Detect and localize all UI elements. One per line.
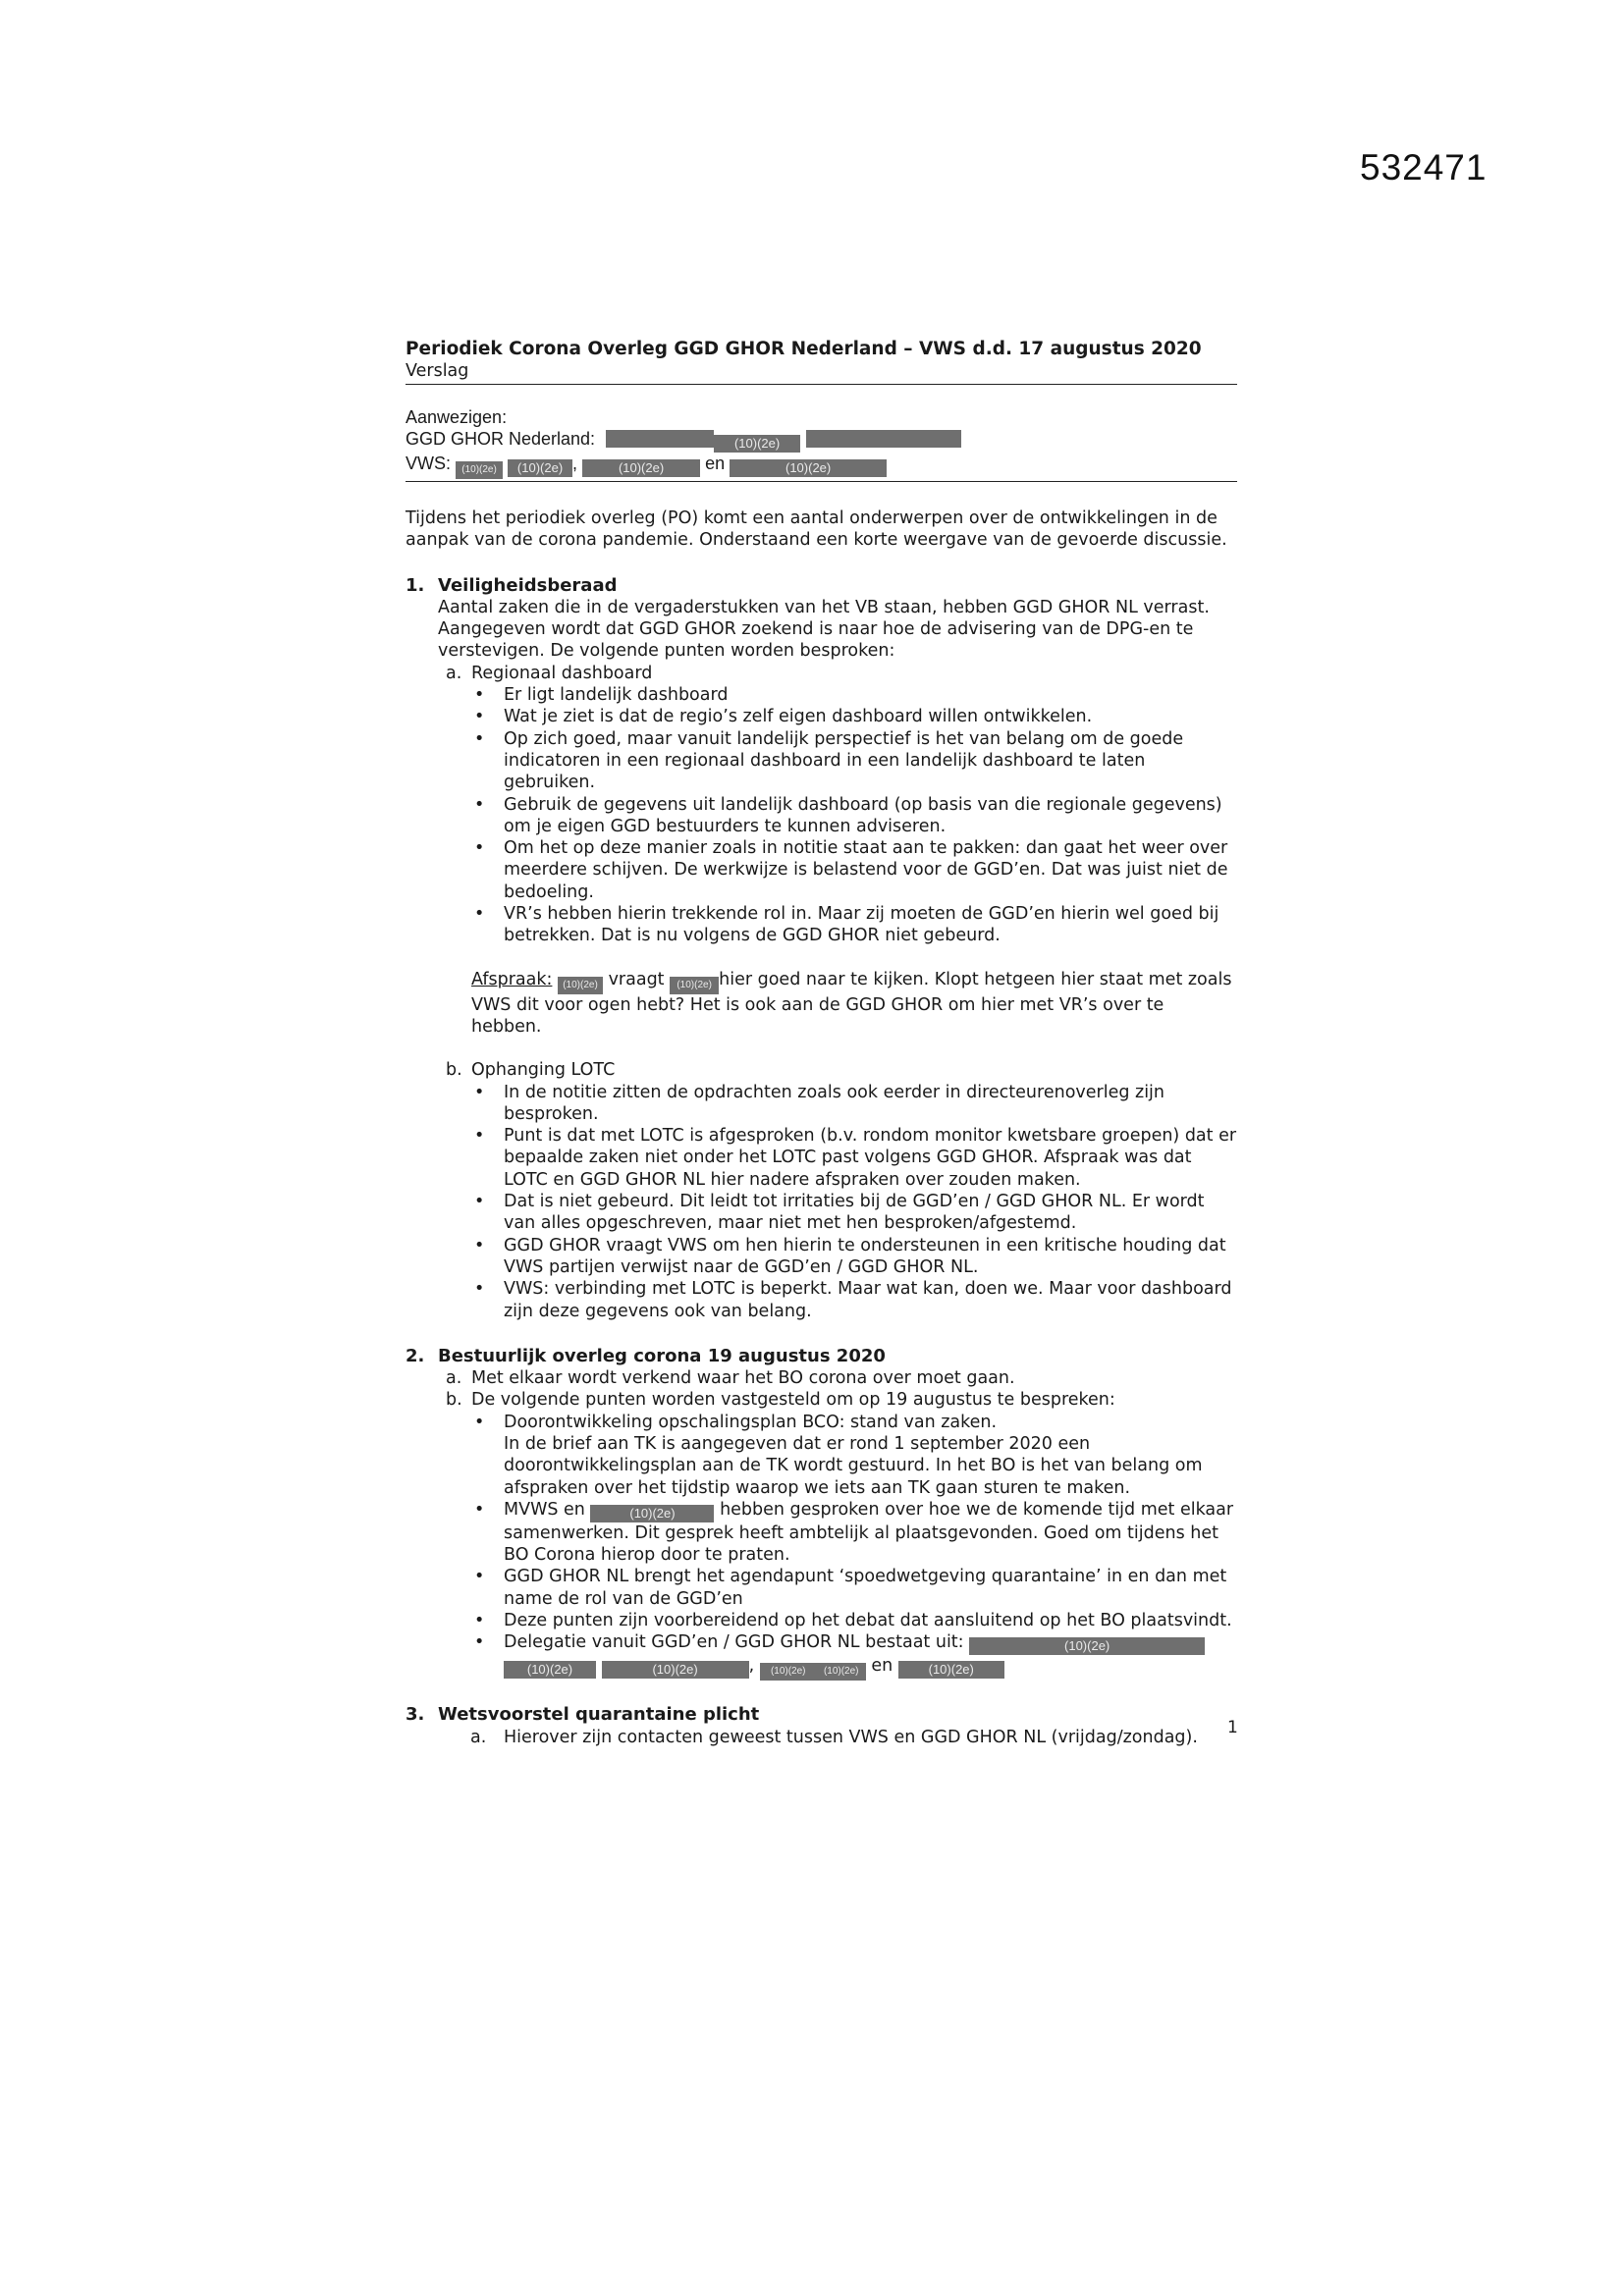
- list-item: • VR’s hebben hierin trekkende rol in. Maar zij moeten de GGD’en hierin wel goed bij betrekken. Dat is nu volgens de GGD GHOR niet gebeurd.: [474, 904, 1219, 946]
- attendees-heading: Aanwezigen:: [406, 407, 508, 427]
- bullet-list-lotc: [406, 1082, 1237, 1322]
- subitem-label: Regionaal dashboard: [471, 663, 653, 683]
- subitem-a: [438, 663, 1237, 684]
- section-1-text: Aantal zaken die in de vergaderstukken van het VB staan, hebben GGD GHOR NL verrast. Aangegeven wordt dat GGD GHOR zoekend is naar hoe de advisering van de DPG-en te verstevigen. De volgende punten worden besproken:: [438, 597, 1210, 662]
- subitem-text: De volgende punten worden vastgesteld om op 19 augustus te bespreken:: [471, 1390, 1115, 1411]
- afspraak-text: hier goed naar te kijken. Klopt hetgeen hier staat met zoals VWS dit voor ogen hebt? Het is ook aan de GGD GHOR om hier met VR’s over te hebben.: [471, 969, 1232, 1037]
- redaction-block: (10)(2e): [817, 1663, 866, 1681]
- redaction-block: (10)(2e): [504, 1661, 596, 1679]
- subitem-b: [438, 1389, 1237, 1411]
- ggd-label: GGD GHOR Nederland:: [406, 429, 596, 449]
- list-item: • Er ligt landelijk dashboard: [474, 685, 729, 706]
- subitem-a: [438, 1727, 1237, 1748]
- list-item: • Doorontwikkeling opschalingsplan BCO: stand van zaken. In de brief aan TK is aangegeven dat er rond 1 september 2020 een doorontwikkelingsplan aan de TK wordt gestuurd. In het BO is het van belang om afspraken over het tijdstip waarop we iets aan TK gaan sturen te maken.: [474, 1412, 1203, 1498]
- subitem-letter: b.: [446, 1060, 462, 1081]
- redaction-block: (10)(2e): [456, 461, 503, 479]
- document-number: 532471: [1360, 147, 1488, 187]
- attendees-ggd-line: [406, 428, 1237, 453]
- redaction-block: (10)(2e): [730, 459, 887, 477]
- vws-label: VWS:: [406, 454, 452, 473]
- subitem-letter: a.: [446, 663, 462, 683]
- list-item: • Gebruik de gegevens uit landelijk dashboard (op basis van die regionale gegevens) om je eigen GGD bestuurders te kunnen adviseren.: [474, 794, 1222, 836]
- list-item: • Op zich goed, maar vanuit landelijk perspectief is het van belang om de goede indicatoren in een regionaal dashboard in een landelijk dashboard te laten gebruiken.: [474, 728, 1184, 793]
- page-number: 1: [1227, 1718, 1238, 1737]
- subitem-letter: a.: [470, 1727, 487, 1747]
- redaction-block: (10)(2e): [590, 1505, 714, 1522]
- and-text: en: [705, 454, 726, 473]
- list-item: • Punt is dat met LOTC is afgesproken (b.v. rondom monitor kwetsbare groepen) dat er bepaalde zaken niet onder het LOTC past volgens GGD GHOR. Afspraak was dat LOTC en GGD GHOR NL hier nadere afspraken over zouden maken.: [474, 1126, 1237, 1190]
- list-item: • MVWS en (10)(2e) hebben gesproken over hoe we de komende tijd met elkaar samenwerken. Dit gesprek heeft ambtelijk al plaatsgevonden. Goed om tijdens het BO Corona hierop door te praten.: [474, 1499, 1234, 1566]
- subitem-a: [438, 1367, 1237, 1389]
- section-1-heading: [406, 575, 1237, 597]
- attendees-block: [406, 406, 1237, 482]
- section-number: 2.: [406, 1345, 425, 1366]
- subitem-text: Hierover zijn contacten geweest tussen VWS en GGD GHOR NL (vrijdag/zondag).: [504, 1727, 1198, 1747]
- attendees-divider: [406, 481, 1237, 482]
- section-number: 1.: [406, 574, 425, 596]
- redaction-block: [606, 430, 714, 448]
- redaction-block: (10)(2e): [898, 1661, 1004, 1679]
- list-item: • GGD GHOR vraagt VWS om hen hierin te ondersteunen in een kritische houding dat VWS partijen verwijst naar de GGD’en / GGD GHOR NL.: [474, 1235, 1226, 1277]
- attendees-vws-line: VWS: (10)(2e) (10)(2e) , (10)(2e) en (10)(2e): [406, 453, 1237, 479]
- subitem-label: Ophanging LOTC: [471, 1060, 616, 1081]
- redaction-block: (10)(2e): [582, 459, 700, 477]
- section-2-heading: [406, 1346, 1237, 1367]
- afspraak-label: Afspraak:: [471, 969, 553, 989]
- section-title: Bestuurlijk overleg corona 19 augustus 2020: [438, 1345, 886, 1366]
- list-item: • VWS: verbinding met LOTC is beperkt. Maar wat kan, doen we. Maar voor dashboard zijn deze gegevens ook van belang.: [474, 1279, 1232, 1321]
- list-item: • Om het op deze manier zoals in notitie staat aan te pakken: dan gaat het weer over meerdere schijven. De werkwijze is belastend voor de GGD’en. Dat was juist niet de bedoeling.: [474, 838, 1228, 902]
- redaction-block: (10)(2e): [714, 435, 800, 453]
- list-item: • Delegatie vanuit GGD’en / GGD GHOR NL bestaat uit: (10)(2e) (10)(2e) (10)(2e) , (10)(2e) (10)(2e) en (10)(2e): [504, 1631, 1237, 1681]
- subitem-letter: a.: [446, 1368, 462, 1389]
- bullet-list-bo: [406, 1412, 1237, 1682]
- redaction-block: (10)(2e): [969, 1637, 1205, 1655]
- afspraak-paragraph: [406, 969, 1237, 1039]
- document-subtitle: Verslag: [406, 361, 469, 381]
- redaction-block: (10)(2e): [602, 1661, 749, 1679]
- title-divider: [406, 384, 1237, 385]
- redaction-block: (10)(2e): [508, 459, 572, 477]
- redaction-block: (10)(2e): [558, 977, 603, 994]
- subitem-b: [438, 1059, 1237, 1081]
- list-item: • Dat is niet gebeurd. Dit leidt tot irritaties bij de GGD’en / GGD GHOR NL. Er wordt van alles opgeschreven, maar niet met hen besproken/afgestemd.: [474, 1192, 1205, 1234]
- redaction-block: [806, 430, 961, 448]
- document-title: Periodiek Corona Overleg GGD GHOR Nederland – VWS d.d. 17 augustus 2020: [406, 339, 1202, 359]
- list-item: • Wat je ziet is dat de regio’s zelf eigen dashboard willen ontwikkelen.: [474, 707, 1093, 727]
- section-title: Veiligheidsberaad: [438, 574, 618, 596]
- afspraak-verb: vraagt: [608, 969, 665, 989]
- redaction-block: (10)(2e): [760, 1663, 817, 1681]
- bullet-list-dashboard: [406, 684, 1237, 947]
- document-page: [406, 339, 1237, 1748]
- section-title: Wetsvoorstel quarantaine plicht: [438, 1704, 760, 1726]
- redaction-block: (10)(2e): [670, 977, 719, 994]
- list-item: • Deze punten zijn voorbereidend op het debat dat aansluitend op het BO plaatsvindt.: [474, 1611, 1232, 1631]
- intro-paragraph: Tijdens het periodiek overleg (PO) komt een aantal onderwerpen over de ontwikkelingen in de aanpak van de corona pandemie. Onderstaand een korte weergave van de gevoerde discussie.: [406, 508, 1227, 551]
- list-item: • GGD GHOR NL brengt het agendapunt ‘spoedwetgeving quarantaine’ in en dan met name de rol van de GGD’en: [474, 1567, 1227, 1609]
- section-3-heading: [406, 1704, 1237, 1726]
- section-number: 3.: [406, 1704, 425, 1726]
- subitem-letter: b.: [446, 1390, 462, 1411]
- subitem-text: Met elkaar wordt verkend waar het BO corona over moet gaan.: [471, 1368, 1015, 1389]
- list-item: • In de notitie zitten de opdrachten zoals ook eerder in directeurenoverleg zijn besproken.: [474, 1082, 1165, 1124]
